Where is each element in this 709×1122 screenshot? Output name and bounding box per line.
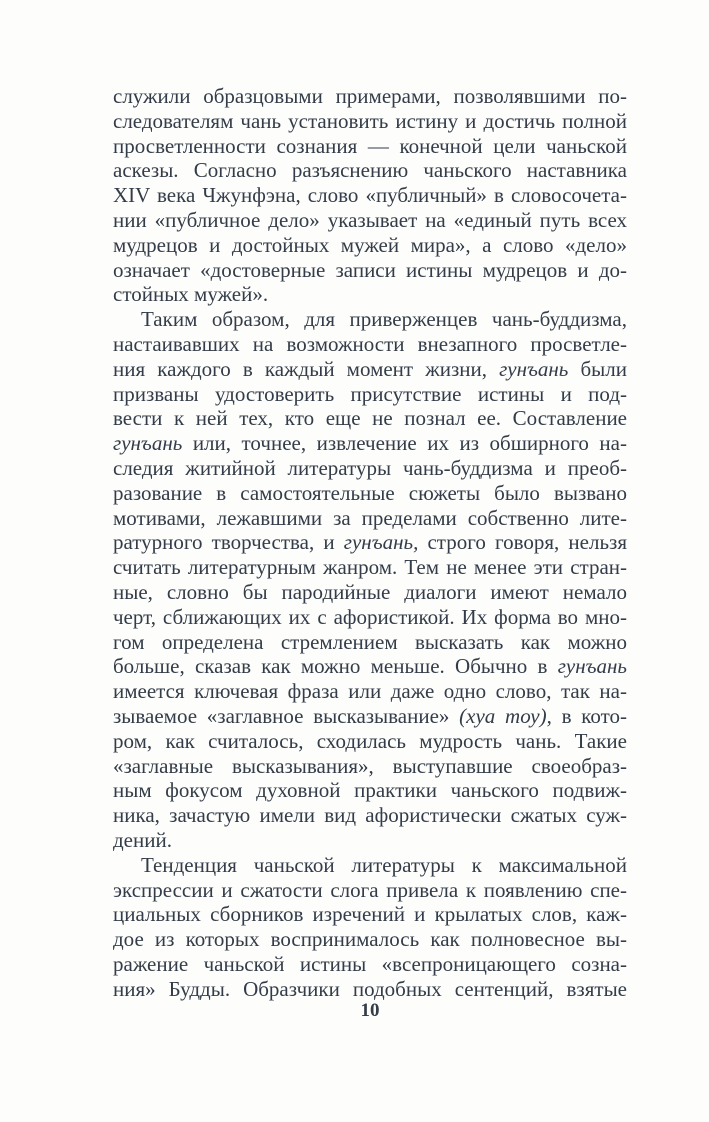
text-run: «заглавные высказывания», выступавшие своеобраз- (113, 753, 627, 778)
text-run: аскезы. Согласно разъяснению чаньского наставника (113, 158, 627, 183)
text-run: , в кото- (546, 703, 627, 728)
text-run: служили образцовыми примерами, позволявшими по- (113, 84, 627, 108)
text-run: мудрецов и достойных мужей мира», а слово «дело» (113, 232, 627, 257)
paragraph (113, 307, 627, 853)
text-line (113, 456, 627, 481)
text-line (113, 704, 627, 729)
text-run: разование в самостоятельные сюжеты было вызвано (113, 480, 627, 505)
italic-term: гунъань, (343, 530, 419, 555)
text-run: следия житийной литературы чань-буддизма и преоб- (113, 455, 627, 480)
text-line (113, 803, 627, 828)
text-line (113, 208, 627, 233)
text-line (113, 555, 627, 580)
text-line (113, 902, 627, 927)
text-run: мотивами, лежавшими за пределами собственно лите- (113, 505, 627, 530)
text-run: строго говоря, нельзя (418, 530, 627, 555)
text-line (113, 282, 627, 307)
paragraph (113, 853, 627, 1002)
italic-term: (хуа тоу) (459, 703, 547, 728)
text-line (113, 481, 627, 506)
text-line (113, 332, 627, 357)
italic-term: гунъань (557, 654, 627, 679)
text-line (113, 605, 627, 630)
text-line (113, 927, 627, 952)
text-line (113, 754, 627, 779)
text-line (113, 853, 627, 878)
text-line (113, 406, 627, 431)
text-line (113, 530, 627, 555)
text-run: экспрессии и сжатости слога привела к появлению спе- (113, 877, 627, 902)
text-line (113, 952, 627, 977)
text-run: просветленности сознания — конечной цели чаньской (113, 133, 627, 158)
text-run: ратурного творчества, и (113, 530, 344, 555)
text-run: Таким образом, для приверженцев чань-буддизма, (141, 307, 627, 332)
text-line (113, 109, 627, 134)
text-line (113, 729, 627, 754)
text-run: ния каждого в каждый момент жизни, (113, 356, 500, 381)
text-run: дений. (113, 827, 172, 852)
text-run: зываемое «заглавное высказывание» (113, 703, 460, 728)
text-run: черт, сближающих их с афористикой. Их форма во мно- (113, 604, 627, 629)
text-line (113, 828, 627, 853)
text-line (113, 382, 627, 407)
text-line (113, 431, 627, 456)
text-run: или, точнее, извлечение их из обширного на- (182, 431, 627, 456)
paragraph (113, 84, 627, 307)
text-line (113, 258, 627, 283)
text-run: Тенденция чаньской литературы к максимальной (141, 852, 627, 877)
text-run: настаивавших на возможности внезапного просветле- (113, 331, 627, 356)
text-run: больше, сказав как можно меньше. Обычно в (113, 654, 558, 679)
text-run: означает «достоверные записи истины мудрецов и до- (113, 257, 627, 282)
text-run: циальных сборников изречений и крылатых слов, каж- (113, 902, 627, 927)
text-line (113, 307, 627, 332)
text-line (113, 654, 627, 679)
text-run: нии «публичное дело» указывает на «единый путь всех (113, 207, 627, 232)
text-run: имеется ключевая фраза или даже одно слово, так на- (113, 679, 627, 704)
text-line (113, 84, 627, 109)
text-block (113, 84, 627, 1001)
text-line (113, 679, 627, 704)
text-run: стойных мужей». (113, 282, 269, 307)
text-run: следователям чань установить истину и достичь полной (113, 108, 627, 133)
text-line (113, 580, 627, 605)
text-run: призваны удостоверить присутствие истины и под- (113, 381, 627, 406)
text-run: XIV века Чжунфэна, слово «публичный» в словосочета- (113, 183, 627, 208)
text-run: дое из которых воспринималось как полновесное вы- (113, 927, 627, 952)
text-line (113, 977, 627, 1002)
text-line (113, 134, 627, 159)
text-line (113, 506, 627, 531)
text-run: ния» Будды. Образчики подобных сентенций, взятые (113, 976, 627, 1001)
italic-term: гунъань (113, 431, 183, 456)
text-line (113, 778, 627, 803)
text-run: вести к ней тех, кто еще не познал ее. Составление (113, 406, 627, 431)
text-run: ные, словно бы пародийные диалоги имеют немало (113, 579, 627, 604)
page-number: 10 (360, 1000, 380, 1021)
text-run: ражение чаньской истины «всепроницающего созна- (113, 951, 627, 976)
text-run: ника, зачастую имели вид афористически сжатых суж- (113, 803, 627, 828)
text-run: гом определена стремлением высказать как можно (113, 629, 627, 654)
text-line (113, 630, 627, 655)
text-run: ным фокусом духовной практики чаньского подвиж- (113, 778, 627, 803)
text-line (113, 183, 627, 208)
text-run: были (568, 356, 627, 381)
text-line (113, 357, 627, 382)
text-line (113, 158, 627, 183)
text-run: считать литературным жанром. Тем не менее эти стран- (113, 555, 627, 580)
text-line (113, 233, 627, 258)
text-line (113, 878, 627, 903)
text-run: ром, как считалось, сходилась мудрость чань. Такие (113, 728, 627, 753)
italic-term: гунъань (499, 356, 569, 381)
